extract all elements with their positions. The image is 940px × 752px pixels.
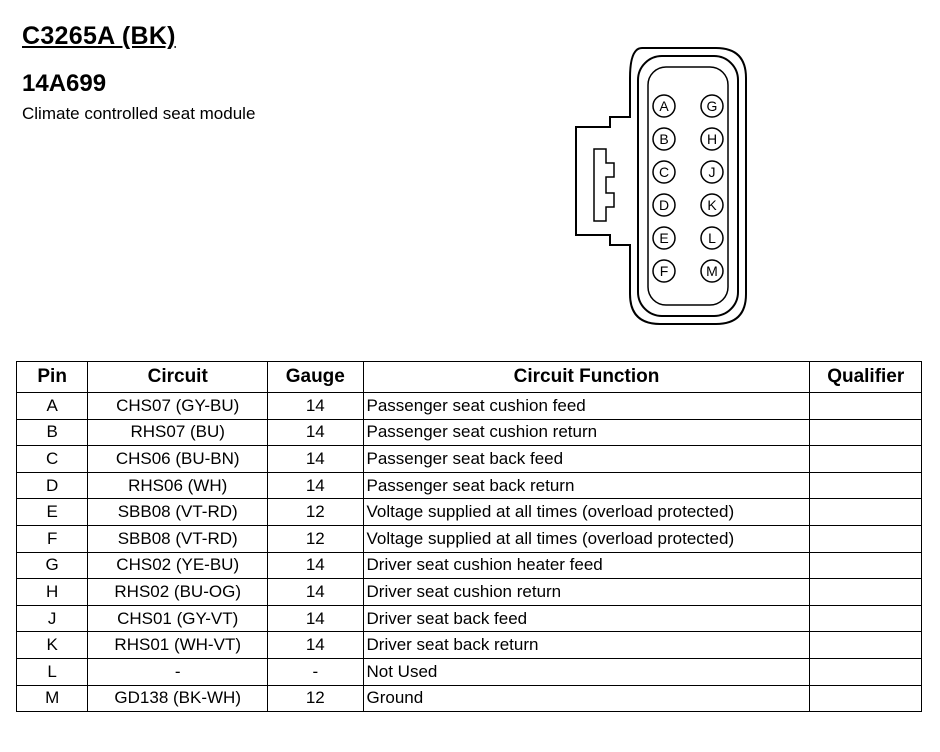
pin-a <box>653 95 675 117</box>
cell-pin: M <box>17 685 88 712</box>
header-pin: Pin <box>17 362 88 393</box>
cell-qualifier <box>810 658 922 685</box>
cell-function: Passenger seat cushion return <box>363 419 810 446</box>
pinout-table <box>16 361 922 712</box>
cell-circuit: RHS01 (WH-VT) <box>88 632 268 659</box>
pin-g <box>701 95 723 117</box>
cell-circuit: - <box>88 658 268 685</box>
cell-function: Voltage supplied at all times (overload protected) <box>363 525 810 552</box>
cell-qualifier <box>810 632 922 659</box>
cell-function: Voltage supplied at all times (overload protected) <box>363 499 810 526</box>
cell-qualifier <box>810 525 922 552</box>
pin-f <box>653 260 675 282</box>
cell-pin: F <box>17 525 88 552</box>
cell-gauge: 14 <box>268 552 363 579</box>
cell-circuit: CHS02 (YE-BU) <box>88 552 268 579</box>
header-circuit-function: Circuit Function <box>363 362 810 393</box>
header-qualifier: Qualifier <box>810 362 922 393</box>
table-row <box>17 552 922 579</box>
cell-gauge: 14 <box>268 446 363 473</box>
table-header-row <box>17 362 922 393</box>
cell-qualifier <box>810 393 922 420</box>
cell-function: Driver seat back return <box>363 632 810 659</box>
table-row <box>17 579 922 606</box>
cell-function: Passenger seat cushion feed <box>363 393 810 420</box>
table-row <box>17 419 922 446</box>
table-row <box>17 472 922 499</box>
cell-qualifier <box>810 579 922 606</box>
pin-label: K <box>707 197 717 213</box>
cell-pin: B <box>17 419 88 446</box>
cell-gauge: 12 <box>268 525 363 552</box>
table-row <box>17 499 922 526</box>
header-circuit: Circuit <box>88 362 268 393</box>
pin-b <box>653 128 675 150</box>
cell-qualifier <box>810 552 922 579</box>
cell-function: Driver seat cushion heater feed <box>363 552 810 579</box>
pin-j <box>701 161 723 183</box>
pin-label: A <box>659 98 669 114</box>
header-gauge: Gauge <box>268 362 363 393</box>
table-row <box>17 393 922 420</box>
pin-c <box>653 161 675 183</box>
cell-gauge: - <box>268 658 363 685</box>
table-row <box>17 632 922 659</box>
table-row <box>17 685 922 712</box>
cell-function: Not Used <box>363 658 810 685</box>
pin-label: D <box>658 197 670 213</box>
cell-circuit: CHS07 (GY-BU) <box>88 393 268 420</box>
pin-d <box>653 194 675 216</box>
cell-pin: C <box>17 446 88 473</box>
pin-label: E <box>659 230 669 246</box>
cell-pin: D <box>17 472 88 499</box>
cell-circuit: RHS02 (BU-OG) <box>88 579 268 606</box>
connector-face-diagram <box>570 45 750 327</box>
cell-qualifier <box>810 685 922 712</box>
cell-gauge: 14 <box>268 632 363 659</box>
cell-circuit: SBB08 (VT-RD) <box>88 525 268 552</box>
cell-function: Passenger seat back return <box>363 472 810 499</box>
cell-circuit: SBB08 (VT-RD) <box>88 499 268 526</box>
cell-circuit: CHS01 (GY-VT) <box>88 605 268 632</box>
pin-label: B <box>659 131 669 147</box>
cell-gauge: 12 <box>268 499 363 526</box>
cell-pin: G <box>17 552 88 579</box>
table-row <box>17 525 922 552</box>
part-number: 14A699 <box>22 70 107 97</box>
cell-qualifier <box>810 446 922 473</box>
pin-label: G <box>706 98 718 114</box>
cell-pin: E <box>17 499 88 526</box>
cell-gauge: 14 <box>268 393 363 420</box>
table-row <box>17 658 922 685</box>
pin-label: C <box>658 164 670 180</box>
table-row <box>17 446 922 473</box>
cell-gauge: 14 <box>268 605 363 632</box>
cell-circuit: CHS06 (BU-BN) <box>88 446 268 473</box>
cell-gauge: 14 <box>268 472 363 499</box>
pin-h <box>701 128 723 150</box>
cell-pin: J <box>17 605 88 632</box>
cell-gauge: 14 <box>268 419 363 446</box>
connector-title: C3265A (BK) <box>22 22 176 50</box>
pin-label: J <box>708 164 716 180</box>
cell-circuit: RHS07 (BU) <box>88 419 268 446</box>
cell-qualifier <box>810 472 922 499</box>
cell-qualifier <box>810 605 922 632</box>
pin-e <box>653 227 675 249</box>
cell-function: Passenger seat back feed <box>363 446 810 473</box>
cell-pin: K <box>17 632 88 659</box>
pin-label: M <box>706 263 718 279</box>
cell-pin: L <box>17 658 88 685</box>
pin-m <box>701 260 723 282</box>
cell-circuit: RHS06 (WH) <box>88 472 268 499</box>
pin-label: F <box>659 263 669 279</box>
cell-pin: H <box>17 579 88 606</box>
cell-function: Driver seat back feed <box>363 605 810 632</box>
cell-function: Driver seat cushion return <box>363 579 810 606</box>
cell-pin: A <box>17 393 88 420</box>
pin-label: L <box>708 230 716 246</box>
pin-label: H <box>706 131 718 147</box>
cell-gauge: 14 <box>268 579 363 606</box>
cell-qualifier <box>810 499 922 526</box>
cell-function: Ground <box>363 685 810 712</box>
cell-gauge: 12 <box>268 685 363 712</box>
cell-circuit: GD138 (BK-WH) <box>88 685 268 712</box>
pin-k <box>701 194 723 216</box>
table-row <box>17 605 922 632</box>
pin-l <box>701 227 723 249</box>
module-description: Climate controlled seat module <box>22 104 256 123</box>
cell-qualifier <box>810 419 922 446</box>
